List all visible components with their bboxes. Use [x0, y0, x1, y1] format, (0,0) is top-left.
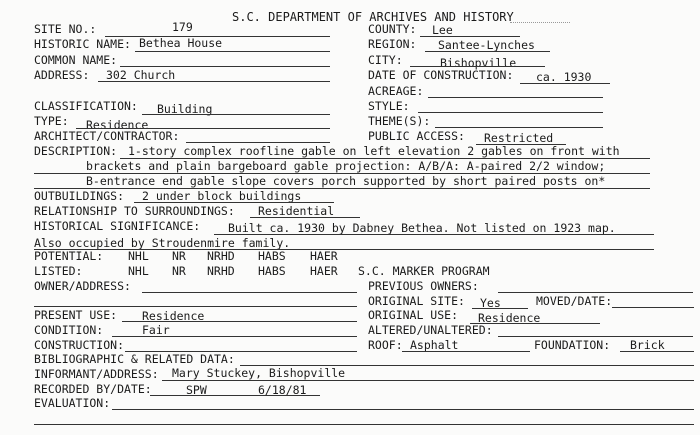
city-label: CITY: [368, 53, 403, 67]
historic-name-label: HISTORIC NAME: [34, 37, 131, 51]
owner-address-line [142, 292, 357, 293]
moved-date-line [612, 307, 694, 308]
county-line [420, 36, 520, 37]
title-rule [510, 22, 570, 23]
informant-label: INFORMANT/ADDRESS: [34, 367, 159, 381]
region-value: Santee-Lynches [438, 38, 535, 52]
relationship-value: Residential [258, 204, 335, 218]
city-line [410, 66, 545, 67]
potential-nrhd: NRHD [207, 249, 235, 263]
county-label: COUNTY: [368, 22, 417, 36]
historical-significance-value: Built ca. 1930 by Dabney Bethea. Not listed on 1923 map. [228, 221, 616, 235]
recorded-by-line [150, 395, 320, 396]
roof-value: Asphalt [410, 338, 459, 352]
common-name-line [120, 66, 330, 67]
recorded-by-recorder: SPW [186, 383, 207, 397]
classification-line [142, 114, 330, 115]
informant-value: Mary Stuckey, Bishopville [172, 366, 346, 380]
altered-label: ALTERED/UNALTERED: [368, 323, 493, 337]
historic-name-line [135, 51, 330, 52]
potential-haer: HAER [310, 249, 338, 263]
listed-haer: HAER [310, 264, 338, 278]
architect-label: ARCHITECT/CONTRACTOR: [34, 129, 180, 143]
address-line [98, 81, 330, 82]
recorded-by-date: 6/18/81 [258, 383, 307, 397]
roof-label: ROOF: [368, 338, 403, 352]
roof-line [402, 351, 530, 352]
listed-label: LISTED: [34, 264, 83, 278]
county-value: Lee [432, 23, 453, 37]
form-title: S.C. DEPARTMENT OF ARCHIVES AND HISTORY [232, 10, 514, 24]
date-of-construction-label: DATE OF CONSTRUCTION: [368, 68, 514, 82]
present-use-line [122, 321, 357, 322]
description-label: DESCRIPTION: [34, 144, 118, 158]
original-site-value: Yes [480, 296, 501, 310]
potential-nr: NR [172, 249, 186, 263]
public-access-value: Restricted [484, 131, 554, 145]
present-use-label: PRESENT USE: [34, 308, 118, 322]
owner-address-line-2 [34, 306, 357, 307]
original-site-label: ORIGINAL SITE: [368, 294, 465, 308]
condition-line [112, 336, 357, 337]
public-access-label: PUBLIC ACCESS: [368, 129, 465, 143]
architect-line [186, 142, 330, 143]
foundation-value: Brick [630, 338, 665, 352]
foundation-label: FOUNDATION: [534, 338, 611, 352]
original-use-value: Residence [478, 311, 541, 325]
common-name-label: COMMON NAME: [34, 53, 118, 67]
address-label: ADDRESS: [34, 68, 90, 82]
listed-nr: NR [172, 264, 186, 278]
condition-label: CONDITION: [34, 323, 104, 337]
previous-owners-line [498, 292, 693, 293]
relationship-line [250, 217, 360, 218]
site-no-value: 179 [172, 20, 193, 34]
historical-significance-label: HISTORICAL SIGNIFICANCE: [34, 219, 201, 233]
themes-line [435, 127, 603, 128]
potential-nhl: NHL [128, 249, 149, 263]
altered-line [498, 336, 693, 337]
style-label: STYLE: [368, 99, 410, 113]
marker-program-label: S.C. MARKER PROGRAM [358, 264, 490, 278]
region-line [425, 51, 550, 52]
original-site-line [472, 308, 528, 309]
listed-habs: HABS [258, 264, 286, 278]
outbuildings-label: OUTBUILDINGS: [34, 189, 125, 203]
type-label: TYPE: [34, 114, 69, 128]
type-value: Residence [86, 118, 149, 132]
listed-nrhd: NRHD [207, 264, 235, 278]
historical-significance-rule-2 [34, 249, 654, 250]
region-label: REGION: [368, 37, 417, 51]
themes-label: THEME(S): [368, 114, 431, 128]
acreage-label: ACREAGE: [368, 84, 424, 98]
evaluation-line [112, 409, 694, 410]
condition-value: Fair [142, 323, 170, 337]
previous-owners-label: PREVIOUS OWNERS: [368, 279, 479, 293]
description-line-3: B-entrance end gable slope covers porch supported by short paired posts on* [86, 174, 606, 188]
foundation-line [620, 351, 694, 352]
date-of-construction-line [520, 83, 610, 84]
present-use-value: Residence [142, 309, 205, 323]
site-no-label: SITE NO.: [34, 22, 97, 36]
classification-value: Building [157, 102, 213, 116]
address-value: 302 Church [106, 68, 176, 82]
construction-label: CONSTRUCTION: [34, 338, 125, 352]
historical-significance-continuation: Also occupied by Stroudenmire family. [34, 236, 291, 250]
owner-address-label: OWNER/ADDRESS: [34, 279, 131, 293]
description-rule-3 [34, 188, 650, 189]
style-line [418, 112, 603, 113]
description-line-2: brackets and plain bargeboard gable projection: A/B/A: A-paired 2/2 window; [86, 159, 606, 173]
informant-line [162, 380, 694, 381]
date-of-construction-value: ca. 1930 [536, 70, 592, 84]
evaluation-label: EVALUATION: [34, 396, 111, 410]
outbuildings-value: 2 under block buildings [142, 189, 302, 203]
outbuildings-line [134, 202, 334, 203]
historical-significance-line [214, 234, 654, 235]
classification-label: CLASSIFICATION: [34, 99, 138, 113]
recorded-by-label: RECORDED BY/DATE: [34, 382, 152, 396]
moved-date-label: MOVED/DATE: [536, 294, 613, 308]
potential-label: POTENTIAL: [34, 249, 104, 263]
description-line-1: 1-story complex roofline gable on left elevation 2 gables on front with [128, 144, 620, 158]
potential-habs: HABS [258, 249, 286, 263]
evaluation-line-2 [34, 424, 694, 425]
bibliographic-label: BIBLIOGRAPHIC & RELATED DATA: [34, 352, 235, 366]
city-value: Bishopville [440, 56, 517, 70]
listed-nhl: NHL [128, 264, 149, 278]
original-use-label: ORIGINAL USE: [368, 308, 459, 322]
relationship-label: RELATIONSHIP TO SURROUNDINGS: [34, 204, 235, 218]
acreage-line [428, 97, 603, 98]
historic-name-value: Bethea House [139, 36, 223, 50]
